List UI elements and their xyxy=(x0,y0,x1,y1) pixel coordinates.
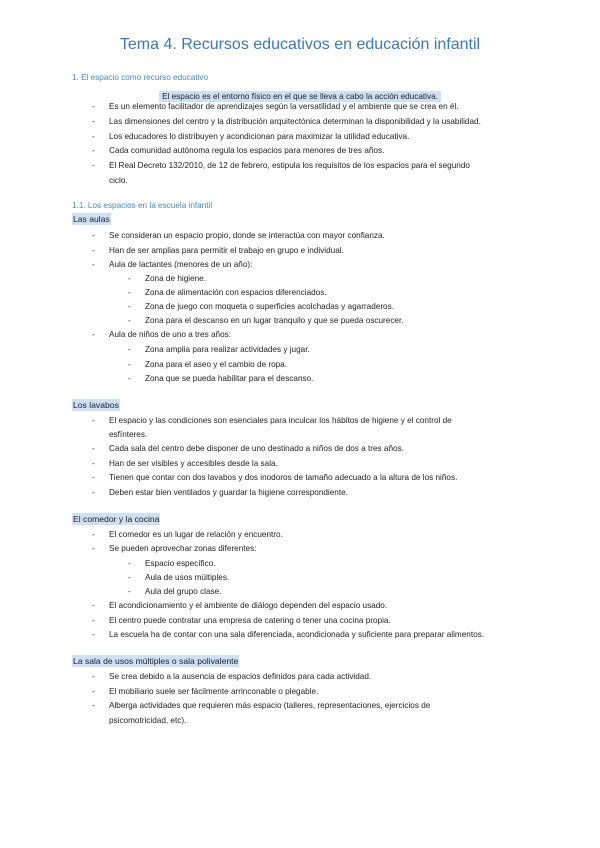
section-heading: 1. El espacio como recurso educativo xyxy=(72,73,209,82)
highlight-text: El espacio es el entorno físico en el que se lleva a cabo la acción educativa. xyxy=(159,91,441,102)
section-heading: 1.1. Los espacios en la escuela infantil xyxy=(72,201,213,210)
subsection-title: Las aulas xyxy=(73,214,110,224)
page-title: Tema 4. Recursos educativos en educación infantil xyxy=(119,36,481,53)
document-page: Tema 4. Recursos educativos en educación infantil 1. El espacio como recurso educativo El espacio es el entorno físico en el que se lleva a cabo la acción educativa. - Es un elemento facilitador de aprendizajes según la versatilidad y el ambiente que se crea en él. - Las dimensiones del centro y la distribución arquitectónica determinan la disponibilidad y la usabilidad. - Los educadores lo distribuyen y acondicionan para maximizar la utilidad educativa. - Cada comunidad autónoma regula los espacios para menores de tres años. - El Real Decreto 132/2010, de 12 de febrero, estipula los requisitos de los espacios para el segundo ciclo. 1.1. Los espacios en la escuela infantil Las aulas - Se consideran un espacio propio, donde se interactúa con mayor confianza. - Han de ser amplias para permitir el trabajo en grupo e individual. - Aula de lactantes (menores de un año): - Zona de higiene. - Zona de alimentación con espacios diferenciados. - Zona de juego con moqueta o superficies acolchadas y agarraderos. - Zona para el descanso en un lugar tranquilo y que se pueda oscurecer. - Aula de niños de uno a tres años: - Zona amplia para realizar actividades y jugar. - Zona para el aseo y el cambio de ropa. - Zona que se pueda habilitar para el descanso. Los lavabos - El espacio y las condiciones son esenciales para inculcar los hábitos de higiene y el control de esfínteres. - Cada sala del centro debe disponer de uno destinado a niños de dos a tres años. - Han de ser visibles y accesibles desde la sala. - Tienen que contar con dos lavabos y dos inodoros de tamaño adecuado a la altura de los niños. - Deben estar bien ventilados y guardar la higiene correspondiente. El comedor y la cocina - El comedor es un lugar de relación y encuentro. - Se pueden aprovechar zonas diferentes: - Espacio específico. - Aula de usos múltiples. - Aula del grupo clase. - El acondicionamiento y el ambiente de diálogo dependen del espacio usado. - El centro puede contratar una empresa de catering o tener una cocina propia. - La escuela ha de contar con una sala diferenciada, acondicionada y suficiente para preparar alimentos. La sala de usos múltiples o sala polivalente - Se crea debido a la ausencia de espacios definidos para cada actividad. - El mobiliario suele ser fácilmente arrinconable o plegable. - Alberga actividades que requieren más espacio (talleres, representaciones, ejercicios de psicomotricidad, etc). xyxy=(0,0,600,848)
subsection-title: Los lavabos xyxy=(73,400,119,410)
subsection-title: La sala de usos múltiples o sala polivalente xyxy=(73,656,239,666)
subsection-title: El comedor y la cocina xyxy=(73,514,160,524)
